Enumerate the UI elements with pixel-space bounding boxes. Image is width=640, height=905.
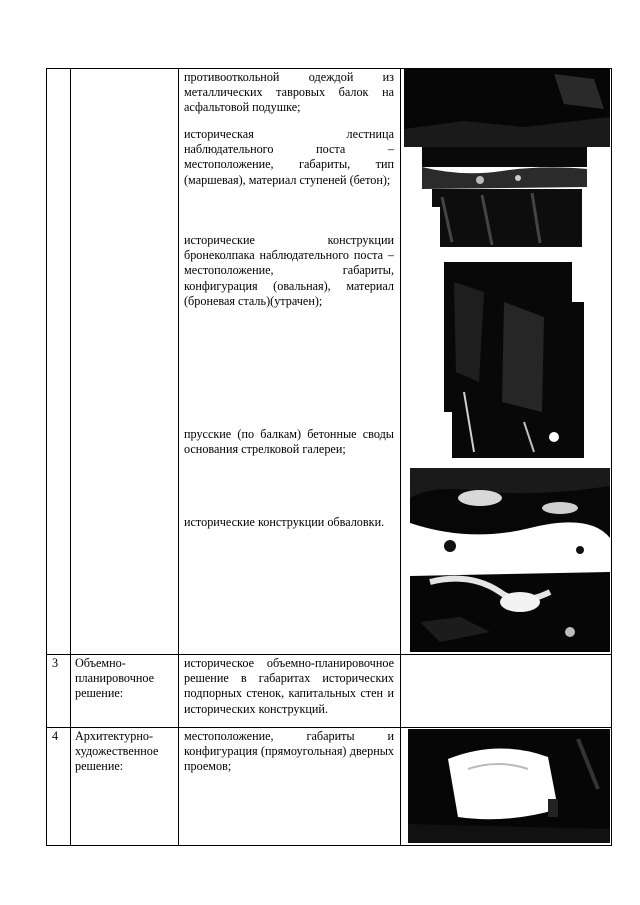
item-embankment: исторические конструкции обваловки. <box>184 515 385 529</box>
table-bottom-border <box>46 845 612 846</box>
row3-number: 3 <box>52 656 59 670</box>
photo-stairs <box>404 69 610 147</box>
item-prussian-vaults: прусские (по балкам) бетонные своды основания стрелковой галереи; <box>184 427 394 457</box>
table-left-border <box>46 68 47 846</box>
item-stairs: историческая лестница наблюдательного поста – местоположение, габариты, тип (маршевая), материал ступеней (бетон); <box>184 127 394 187</box>
column-divider-1 <box>70 68 71 846</box>
photo-armored-cap <box>444 262 584 458</box>
photo-door-openings-image <box>408 729 610 843</box>
row-divider-3-4 <box>46 727 612 728</box>
table-right-border <box>611 68 612 846</box>
photo-embankment-image <box>410 562 610 652</box>
photo-door-openings <box>408 729 610 843</box>
item-floor-protection: противооткольной одеждой из металлических тавровых балок на асфальтовой подушке; <box>184 70 394 115</box>
photo-stairs-detail <box>422 147 587 247</box>
row4-description: местоположение, габариты и конфигурация (прямоугольная) дверных проемов; <box>184 729 394 774</box>
photo-stairs-detail-image <box>422 147 587 247</box>
row-divider-2-3 <box>46 654 612 655</box>
photo-stairs-image <box>404 69 610 147</box>
row3-description: историческое объемно-планировочное решение в габаритах исторических подпорных стенок, капитальных стен и исторических конструкций. <box>184 656 394 716</box>
row3-name: Объемно-планировочное решение: <box>75 656 154 701</box>
item-armored-cap: исторические конструкции бронеколпака наблюдательного поста – местоположение, габариты, конфигурация (овальная), материал (броневая сталь)(утрачен); <box>184 233 394 308</box>
column-divider-2 <box>178 68 179 846</box>
photo-vaults <box>410 468 610 556</box>
photo-vaults-image <box>410 468 610 556</box>
photo-armored-cap-image <box>444 262 584 458</box>
row4-number: 4 <box>52 729 59 743</box>
row4-name: Архитектурно-художественное решение: <box>75 729 159 774</box>
column-divider-3 <box>400 68 401 846</box>
photo-embankment <box>410 562 610 652</box>
